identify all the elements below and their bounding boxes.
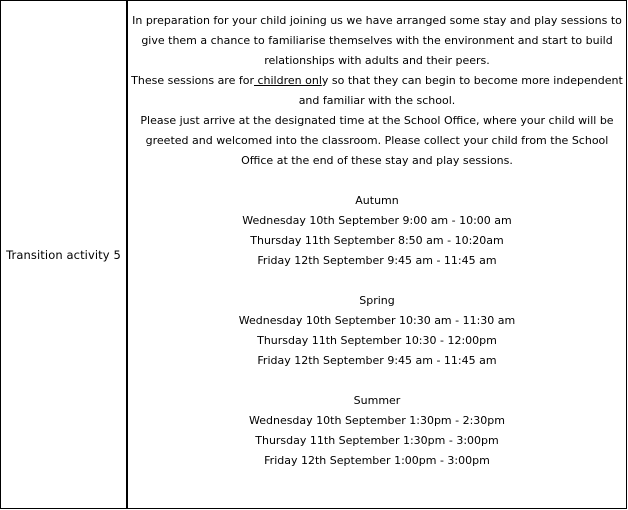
session-line: Friday 12th September 9:45 am - 11:45 am — [257, 254, 497, 267]
session-line: Thursday 11th September 8:50 am - 10:20am — [250, 234, 504, 247]
activity-label-cell — [1, 1, 128, 508]
term-title: Summer — [353, 394, 401, 407]
term-title: Spring — [359, 294, 395, 307]
session-line: Thursday 11th September 1:30pm - 3:00pm — [255, 434, 499, 447]
intro-paragraph-2-start: These sessions are for — [131, 74, 254, 87]
term-summer — [128, 391, 626, 471]
session-line: Wednesday 10th September 9:00 am - 10:00 am — [242, 214, 512, 227]
session-line: Thursday 11th September 10:30 - 12:00pm — [257, 334, 497, 347]
activity-details-cell — [128, 1, 626, 508]
intro-paragraph-2-end: y so that they can begin to become more independent and familiar with the school. — [298, 74, 623, 107]
session-line: Wednesday 10th September 1:30pm - 2:30pm — [248, 414, 506, 427]
intro-paragraph-2 — [128, 71, 626, 111]
intro-paragraph-1: In preparation for your child joining us we have arranged some stay and play sessions to give them a chance to familiarise themselves with the environment and start to build relationships with adults and their peers. — [132, 14, 622, 67]
term-autumn — [128, 191, 626, 271]
intro-underlined-text: children onl — [253, 74, 322, 87]
term-spring — [128, 291, 626, 371]
activity-label: Transition activity 5 — [6, 247, 121, 262]
session-line: Wednesday 10th September 10:30 am - 11:30 am — [238, 314, 516, 327]
session-line: Friday 12th September 1:00pm - 3:00pm — [264, 454, 490, 467]
intro-text — [128, 11, 626, 171]
session-line: Friday 12th September 9:45 am - 11:45 am — [257, 354, 497, 367]
intro-paragraph-3: Please just arrive at the designated time at the School Office, where your child will be greeted and welcomed into the classroom. Please collect your child from the School Office at the end of these stay and play sessions. — [140, 114, 614, 167]
term-title: Autumn — [355, 194, 399, 207]
